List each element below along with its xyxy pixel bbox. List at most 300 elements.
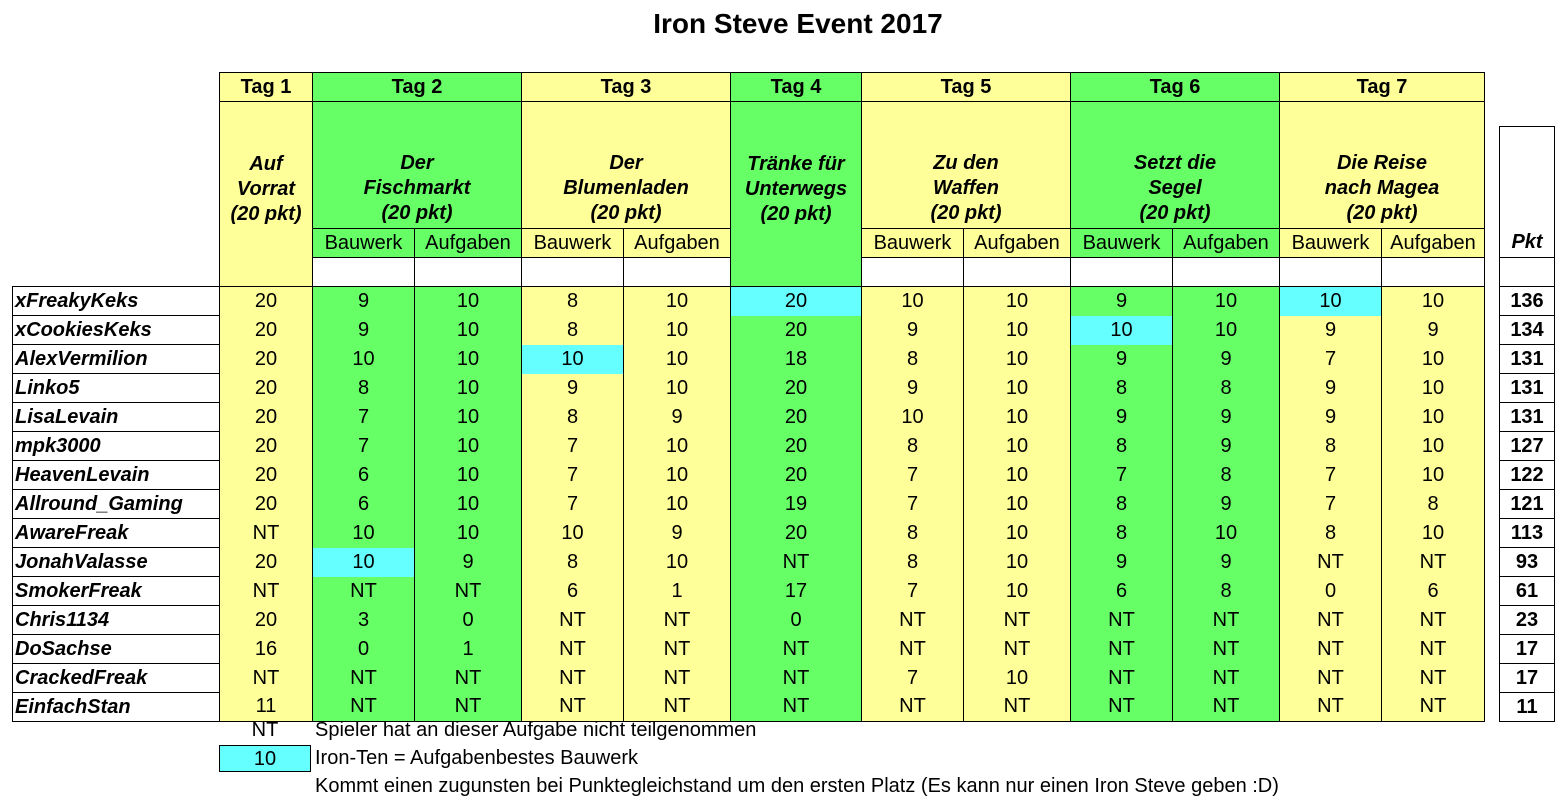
blank-cell: [624, 258, 731, 287]
player-total: 136: [1500, 287, 1555, 316]
score-cell: 10: [624, 316, 731, 345]
score-cell: 10: [964, 316, 1071, 345]
blank-cell: [862, 258, 964, 287]
player-name: HeavenLevain: [13, 461, 220, 490]
day-title-line: Die Reise: [1336, 152, 1428, 174]
score-cell: 10: [964, 519, 1071, 548]
score-cell: 17: [731, 577, 862, 606]
day-title-line: Segel: [1148, 177, 1202, 199]
player-total: 17: [1500, 635, 1555, 664]
player-total: 93: [1500, 548, 1555, 577]
score-cell: 20: [220, 490, 313, 519]
score-cell: 3: [313, 606, 415, 635]
empty-cell: [1485, 490, 1500, 519]
score-cell: 18: [731, 345, 862, 374]
day-spacer: [731, 102, 862, 127]
day-title-line: Vorrat: [236, 177, 296, 200]
score-cell: 7: [1280, 490, 1382, 519]
day-spacer: [313, 102, 522, 127]
blank-cell: [415, 258, 522, 287]
score-cell: 10: [1382, 403, 1485, 432]
score-cell: NT: [964, 635, 1071, 664]
player-total: 122: [1500, 461, 1555, 490]
sub-header-bauwerk: Bauwerk: [313, 229, 415, 258]
sub-header-row: [13, 229, 1555, 258]
score-cell: NT: [964, 693, 1071, 722]
score-cell: NT: [624, 664, 731, 693]
score-cell: 10: [862, 287, 964, 316]
score-cell: NT: [415, 693, 522, 722]
score-cell: 7: [522, 432, 624, 461]
player-row: [13, 664, 1555, 693]
player-name: mpk3000: [13, 432, 220, 461]
day-title-line: Der: [609, 152, 643, 174]
sub-header-aufgaben: Aufgaben: [624, 229, 731, 258]
score-cell: 19: [731, 490, 862, 519]
day-title: [1280, 126, 1485, 229]
score-cell: 9: [522, 374, 624, 403]
score-cell: NT: [220, 577, 313, 606]
score-cell: 10: [1173, 316, 1280, 345]
player-total: 131: [1500, 374, 1555, 403]
sub-header-aufgaben: Aufgaben: [1173, 229, 1280, 258]
empty-cell: [1485, 461, 1500, 490]
day-header: Tag 3: [522, 73, 731, 102]
score-cell: 10: [1382, 374, 1485, 403]
day-title: [313, 126, 522, 229]
score-cell: 20: [731, 519, 862, 548]
empty-cell: [13, 258, 220, 287]
player-row: [13, 606, 1555, 635]
score-cell: 8: [1071, 490, 1173, 519]
empty-cell: [1485, 316, 1500, 345]
legend-text-nt: Spieler hat an dieser Aufgabe nicht teilgenommen: [315, 719, 757, 741]
score-cell: 9: [1071, 548, 1173, 577]
day-title-row: [13, 126, 1555, 229]
blank-cell: [964, 258, 1071, 287]
sub-header-bauwerk: Bauwerk: [862, 229, 964, 258]
score-cell: 0: [1280, 577, 1382, 606]
score-cell: NT: [862, 606, 964, 635]
score-table: [12, 72, 1555, 722]
score-cell: 10: [964, 374, 1071, 403]
player-name: LisaLevain: [13, 403, 220, 432]
blank-cell: [522, 258, 624, 287]
player-row: [13, 490, 1555, 519]
score-cell: NT: [1382, 548, 1485, 577]
score-cell: NT: [522, 635, 624, 664]
empty-cell: [1485, 606, 1500, 635]
score-cell: 1: [415, 635, 522, 664]
blank-row: [13, 258, 1555, 287]
score-cell: NT: [415, 664, 522, 693]
blank-cell: [1382, 258, 1485, 287]
score-cell: 16: [220, 635, 313, 664]
score-cell: 10: [1382, 432, 1485, 461]
day-header: Tag 7: [1280, 73, 1485, 102]
score-cell: 8: [862, 548, 964, 577]
day-spacer: [522, 102, 731, 127]
score-cell: 9: [313, 287, 415, 316]
score-cell: 10: [1173, 519, 1280, 548]
score-cell: 10: [1382, 519, 1485, 548]
blank-cell: [1173, 258, 1280, 287]
score-cell: 8: [522, 316, 624, 345]
score-cell: 7: [1071, 461, 1173, 490]
day-header: Tag 1: [220, 73, 313, 102]
score-cell: 20: [220, 316, 313, 345]
score-cell: NT: [1173, 635, 1280, 664]
empty-cell: [1500, 73, 1555, 102]
day-title-line: Blumenladen: [563, 177, 689, 199]
score-cell: NT: [220, 664, 313, 693]
player-row: [13, 403, 1555, 432]
score-cell: 8: [862, 432, 964, 461]
empty-cell: [1500, 102, 1555, 127]
empty-cell: [1485, 126, 1500, 229]
score-cell: 8: [1071, 519, 1173, 548]
legend-note: Kommt einen zugunsten bei Punktegleichstand um den ersten Platz (Es kann nur einen Iron Steve geben :D): [315, 775, 1279, 797]
player-total: 11: [1500, 693, 1555, 722]
day-title-line: (20 pkt): [230, 202, 302, 225]
score-cell: 9: [1173, 345, 1280, 374]
score-cell: 1: [624, 577, 731, 606]
score-cell: NT: [624, 635, 731, 664]
day-title: [522, 126, 731, 229]
score-cell: 8: [1173, 461, 1280, 490]
legend-key-nt: NT: [251, 719, 279, 741]
player-name: JonahValasse: [13, 548, 220, 577]
player-row: [13, 577, 1555, 606]
score-cell: 10: [964, 345, 1071, 374]
day-title-line: (20 pkt): [1346, 202, 1418, 224]
day-title: [220, 126, 313, 229]
score-cell: NT: [1280, 606, 1382, 635]
day-title-line: (20 pkt): [760, 202, 832, 225]
score-cell: 8: [1071, 432, 1173, 461]
blank-cell: [1500, 258, 1555, 287]
sub-header-empty: [731, 229, 862, 258]
score-cell: NT: [1280, 693, 1382, 722]
player-total: 127: [1500, 432, 1555, 461]
score-cell: 10: [1382, 461, 1485, 490]
score-cell: 20: [731, 287, 862, 316]
score-cell: NT: [313, 693, 415, 722]
score-cell: NT: [1071, 635, 1173, 664]
score-cell: 10: [624, 461, 731, 490]
player-name: Linko5: [13, 374, 220, 403]
blank-cell: [313, 258, 415, 287]
player-name: EinfachStan: [13, 693, 220, 722]
player-row: [13, 461, 1555, 490]
score-cell: 9: [624, 519, 731, 548]
day-title-line: (20 pkt): [381, 202, 453, 224]
score-cell: 10: [964, 548, 1071, 577]
score-cell: NT: [1382, 606, 1485, 635]
blank-cell: [1280, 258, 1382, 287]
score-cell: 8: [522, 403, 624, 432]
player-total: 131: [1500, 403, 1555, 432]
score-cell: 7: [862, 490, 964, 519]
empty-cell: [13, 102, 220, 127]
score-cell: NT: [731, 548, 862, 577]
score-cell: 8: [522, 548, 624, 577]
empty-cell: [1485, 577, 1500, 606]
score-cell: NT: [731, 635, 862, 664]
score-cell: 9: [1280, 316, 1382, 345]
empty-cell: [1485, 102, 1500, 127]
score-cell: 10: [415, 374, 522, 403]
score-cell: 10: [313, 519, 415, 548]
score-cell: 10: [862, 403, 964, 432]
score-cell: 10: [624, 432, 731, 461]
score-cell: 10: [313, 345, 415, 374]
sub-header-bauwerk: Bauwerk: [522, 229, 624, 258]
score-cell: NT: [1280, 548, 1382, 577]
score-cell: 8: [1382, 490, 1485, 519]
score-cell: 20: [220, 432, 313, 461]
blank-cell: [731, 258, 862, 287]
score-cell: 10: [624, 548, 731, 577]
player-row: [13, 345, 1555, 374]
player-total: 23: [1500, 606, 1555, 635]
score-cell: 10: [313, 548, 415, 577]
score-cell: 9: [1173, 490, 1280, 519]
score-cell: 10: [964, 490, 1071, 519]
player-name: xCookiesKeks: [13, 316, 220, 345]
score-cell: 10: [415, 432, 522, 461]
score-cell: 10: [522, 345, 624, 374]
score-cell: NT: [1071, 664, 1173, 693]
day-header: Tag 4: [731, 73, 862, 102]
score-cell: 20: [731, 461, 862, 490]
score-cell: 7: [862, 461, 964, 490]
score-cell: 10: [1280, 287, 1382, 316]
empty-cell: [1485, 374, 1500, 403]
score-cell: 10: [1382, 345, 1485, 374]
score-cell: 8: [1071, 374, 1173, 403]
empty-cell: [1485, 635, 1500, 664]
empty-cell: [13, 126, 220, 229]
score-cell: NT: [862, 693, 964, 722]
score-cell: 10: [415, 287, 522, 316]
player-name: SmokerFreak: [13, 577, 220, 606]
score-cell: 10: [415, 461, 522, 490]
score-cell: 7: [862, 664, 964, 693]
day-header-row: [13, 73, 1555, 102]
day-spacer: [220, 102, 313, 127]
score-cell: 8: [1173, 577, 1280, 606]
empty-cell: [1485, 664, 1500, 693]
score-cell: 9: [1173, 548, 1280, 577]
score-cell: 9: [862, 316, 964, 345]
day-title-line: Fischmarkt: [363, 177, 471, 199]
score-cell: 9: [1280, 403, 1382, 432]
score-cell: NT: [522, 664, 624, 693]
score-cell: NT: [1173, 606, 1280, 635]
score-cell: 9: [1071, 403, 1173, 432]
player-row: [13, 635, 1555, 664]
score-cell: NT: [964, 606, 1071, 635]
score-cell: 6: [522, 577, 624, 606]
day-header: Tag 5: [862, 73, 1071, 102]
day-title-line: Auf: [249, 152, 283, 175]
score-cell: 11: [220, 693, 313, 722]
score-cell: 8: [522, 287, 624, 316]
score-cell: 10: [964, 403, 1071, 432]
day-header: Tag 6: [1071, 73, 1280, 102]
score-cell: 20: [220, 461, 313, 490]
score-cell: 10: [1173, 287, 1280, 316]
score-cell: 9: [1071, 345, 1173, 374]
score-cell: 10: [624, 345, 731, 374]
player-total: 121: [1500, 490, 1555, 519]
day-title-line: Zu den: [933, 152, 999, 174]
score-cell: 20: [220, 548, 313, 577]
empty-cell: [1485, 287, 1500, 316]
player-total: 134: [1500, 316, 1555, 345]
sub-header-bauwerk: Bauwerk: [1071, 229, 1173, 258]
player-name: CrackedFreak: [13, 664, 220, 693]
score-cell: 8: [862, 519, 964, 548]
score-cell: 10: [964, 432, 1071, 461]
score-cell: 20: [731, 374, 862, 403]
empty-cell: [1485, 229, 1500, 258]
score-cell: NT: [862, 635, 964, 664]
score-cell: 10: [415, 403, 522, 432]
score-cell: NT: [731, 664, 862, 693]
player-name: xFreakyKeks: [13, 287, 220, 316]
empty-cell: [1485, 693, 1500, 722]
score-cell: NT: [415, 577, 522, 606]
page-title: Iron Steve Event 2017: [653, 8, 943, 39]
score-cell: NT: [1173, 664, 1280, 693]
score-cell: 9: [624, 403, 731, 432]
day-spacer: [1071, 102, 1280, 127]
player-total: 61: [1500, 577, 1555, 606]
score-cell: NT: [624, 606, 731, 635]
score-cell: 7: [313, 432, 415, 461]
empty-cell: [1485, 345, 1500, 374]
score-cell: 10: [964, 664, 1071, 693]
sub-header-aufgaben: Aufgaben: [1382, 229, 1485, 258]
player-total: 113: [1500, 519, 1555, 548]
score-cell: 20: [731, 432, 862, 461]
score-cell: NT: [1071, 693, 1173, 722]
empty-cell: [1485, 258, 1500, 287]
day-title-line: (20 pkt): [930, 202, 1002, 224]
empty-cell: [1485, 432, 1500, 461]
score-cell: 10: [415, 519, 522, 548]
score-cell: 9: [1280, 374, 1382, 403]
score-cell: 10: [415, 345, 522, 374]
day-title: [1071, 126, 1280, 229]
score-cell: 10: [624, 287, 731, 316]
day-title-line: Tränke für: [747, 152, 845, 175]
sub-header-bauwerk: Bauwerk: [1280, 229, 1382, 258]
score-cell: 0: [731, 606, 862, 635]
score-cell: 9: [1173, 403, 1280, 432]
score-cell: 8: [1280, 432, 1382, 461]
score-cell: 7: [1280, 461, 1382, 490]
score-cell: NT: [624, 693, 731, 722]
score-cell: 7: [1280, 345, 1382, 374]
score-cell: 0: [415, 606, 522, 635]
day-spacer: [862, 102, 1071, 127]
score-cell: 20: [731, 403, 862, 432]
score-cell: 0: [313, 635, 415, 664]
pkt-header: Pkt: [1500, 126, 1555, 258]
score-cell: 20: [731, 316, 862, 345]
score-cell: 9: [1173, 432, 1280, 461]
sub-header-aufgaben: Aufgaben: [964, 229, 1071, 258]
sub-header-empty: [220, 229, 313, 258]
score-cell: NT: [522, 606, 624, 635]
score-cell: 10: [624, 490, 731, 519]
day-title: [862, 126, 1071, 229]
score-cell: 8: [862, 345, 964, 374]
score-cell: 9: [313, 316, 415, 345]
score-cell: 10: [522, 519, 624, 548]
score-cell: 20: [220, 606, 313, 635]
score-cell: 10: [624, 374, 731, 403]
score-cell: 10: [415, 490, 522, 519]
header-spacer-row: [13, 102, 1555, 127]
score-cell: 20: [220, 403, 313, 432]
score-cell: NT: [313, 664, 415, 693]
day-spacer: [1280, 102, 1485, 127]
score-cell: NT: [1280, 664, 1382, 693]
player-name: AwareFreak: [13, 519, 220, 548]
score-cell: 10: [964, 287, 1071, 316]
score-cell: 7: [862, 577, 964, 606]
score-cell: 6: [1071, 577, 1173, 606]
day-title-line: Der: [400, 152, 434, 174]
empty-cell: [1485, 403, 1500, 432]
score-cell: NT: [522, 693, 624, 722]
score-cell: 10: [415, 316, 522, 345]
score-cell: 20: [220, 345, 313, 374]
player-total: 131: [1500, 345, 1555, 374]
empty-cell: [13, 73, 220, 102]
player-row: [13, 316, 1555, 345]
score-cell: NT: [1382, 693, 1485, 722]
day-title-line: Unterwegs: [744, 177, 848, 200]
player-name: AlexVermilion: [13, 345, 220, 374]
score-cell: 7: [522, 461, 624, 490]
score-cell: 9: [1071, 287, 1173, 316]
score-cell: 6: [313, 461, 415, 490]
score-cell: 9: [1382, 316, 1485, 345]
blank-cell: [220, 258, 313, 287]
score-cell: NT: [313, 577, 415, 606]
day-title: [731, 126, 862, 229]
day-title-line: (20 pkt): [590, 202, 662, 224]
day-header: Tag 2: [313, 73, 522, 102]
player-row: [13, 519, 1555, 548]
day-title-line: nach Magea: [1324, 177, 1440, 199]
score-cell: NT: [731, 693, 862, 722]
score-cell: NT: [1071, 606, 1173, 635]
player-row: [13, 548, 1555, 577]
player-name: Chris1134: [13, 606, 220, 635]
player-row: [13, 287, 1555, 316]
score-cell: 10: [1382, 287, 1485, 316]
player-row: [13, 374, 1555, 403]
empty-cell: [1485, 548, 1500, 577]
score-cell: 10: [964, 461, 1071, 490]
empty-cell: [1485, 519, 1500, 548]
